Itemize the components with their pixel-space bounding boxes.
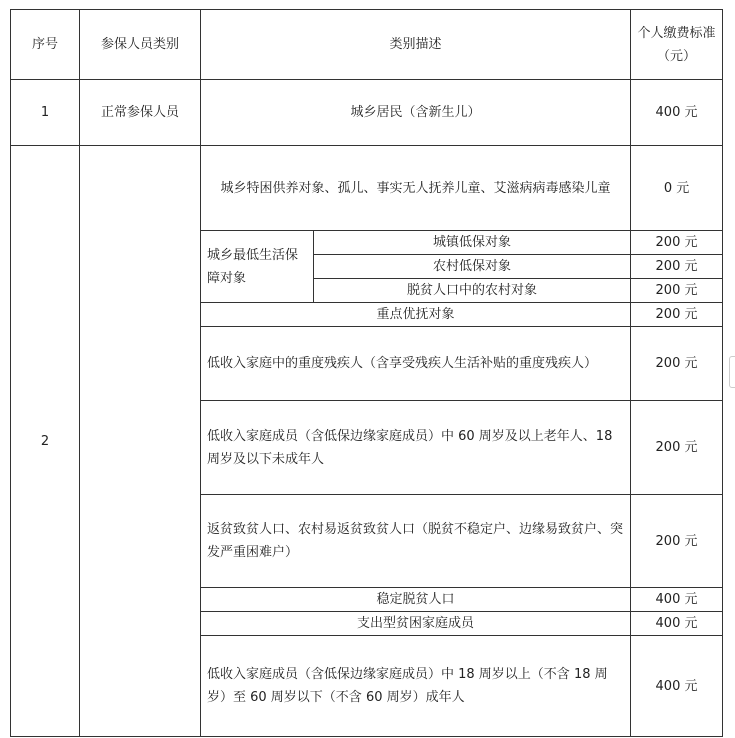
fee-cell: 400 元	[631, 588, 723, 612]
fee-cell: 200 元	[631, 401, 723, 495]
insurance-fee-table	[10, 9, 723, 737]
fee-cell: 200 元	[631, 495, 723, 588]
fee-cell: 200 元	[631, 231, 723, 255]
fee-cell: 0 元	[631, 146, 723, 231]
description-cell: 农村低保对象	[314, 255, 631, 279]
category-cell	[80, 146, 201, 737]
side-scroll-tab[interactable]	[729, 356, 735, 388]
description-cell: 城乡特困供养对象、孤儿、事实无人抚养儿童、艾滋病病毒感染儿童	[201, 146, 631, 231]
min-living-group-cell: 城乡最低生活保障对象	[201, 231, 314, 303]
header-description: 类别描述	[201, 10, 631, 80]
table-row	[11, 80, 723, 146]
category-cell: 正常参保人员	[80, 80, 201, 146]
description-cell: 城镇低保对象	[314, 231, 631, 255]
fee-cell: 400 元	[631, 612, 723, 636]
seq-cell: 1	[11, 80, 80, 146]
header-row	[11, 10, 723, 80]
description-cell: 低收入家庭成员（含低保边缘家庭成员）中 60 周岁及以上老年人、18 周岁及以下未成年人	[201, 401, 631, 495]
fee-cell: 200 元	[631, 279, 723, 303]
description-cell: 低收入家庭成员（含低保边缘家庭成员）中 18 周岁以上（不含 18 周岁）至 60 周岁以下（不含 60 周岁）成年人	[201, 636, 631, 737]
description-cell: 脱贫人口中的农村对象	[314, 279, 631, 303]
description-cell: 返贫致贫人口、农村易返贫致贫人口（脱贫不稳定户、边缘易致贫户、突发严重困难户）	[201, 495, 631, 588]
description-cell: 支出型贫困家庭成员	[201, 612, 631, 636]
description-cell: 低收入家庭中的重度残疾人（含享受残疾人生活补贴的重度残疾人）	[201, 327, 631, 401]
table-row	[11, 146, 723, 231]
seq-cell: 2	[11, 146, 80, 737]
fee-cell: 200 元	[631, 327, 723, 401]
header-fee: 个人缴费标准（元）	[631, 10, 723, 80]
description-cell: 城乡居民（含新生儿）	[201, 80, 631, 146]
fee-cell: 400 元	[631, 636, 723, 737]
description-cell: 稳定脱贫人口	[201, 588, 631, 612]
fee-cell: 200 元	[631, 303, 723, 327]
fee-cell: 200 元	[631, 255, 723, 279]
header-seq: 序号	[11, 10, 80, 80]
fee-cell: 400 元	[631, 80, 723, 146]
description-cell: 重点优抚对象	[201, 303, 631, 327]
header-category: 参保人员类别	[80, 10, 201, 80]
